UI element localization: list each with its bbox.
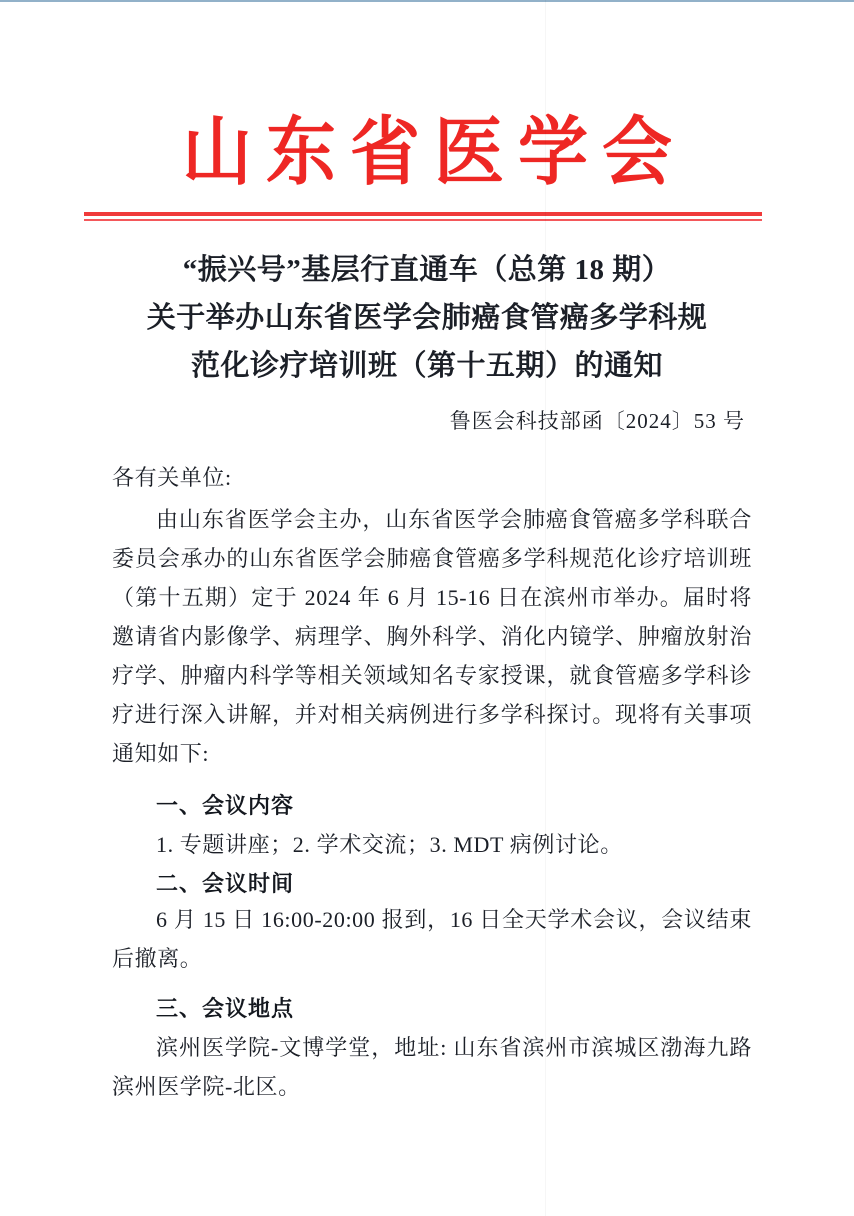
letterhead-divider — [84, 212, 762, 221]
document-number: 鲁医会科技部函〔2024〕53 号 — [449, 409, 745, 433]
document-title-line-2: 关于举办山东省医学会肺癌食管癌多学科规 — [146, 302, 708, 334]
organization-name: 山东省医学会 — [182, 113, 686, 195]
salutation: 各有关单位: — [112, 465, 232, 490]
document-title-line-3: 范化诊疗培训班（第十五期）的通知 — [190, 350, 663, 382]
document-title — [77, 246, 777, 390]
section-heading-meeting-venue: 三、会议地点 — [156, 996, 295, 1021]
section-body-meeting-venue: 滨州医学院-文博学堂，地址: 山东省滨州市滨城区渤海九路滨州医学院-北区。 — [112, 1035, 752, 1099]
section-heading-meeting-content: 一、会议内容 — [156, 793, 295, 818]
document-title-line-1: “振兴号”基层行直通车（总第 18 期） — [182, 254, 672, 286]
letterhead — [0, 112, 854, 195]
section-body-meeting-content: 1. 专题讲座；2. 学术交流；3. MDT 病例讨论。 — [156, 832, 623, 857]
section-heading-meeting-time: 二、会议时间 — [156, 871, 295, 896]
section-body-meeting-time: 6 月 15 日 16:00-20:00 报到，16 日全天学术会议，会议结束后撤离。 — [112, 907, 752, 971]
scan-seam — [545, 0, 546, 1216]
intro-paragraph: 由山东省医学会主办，山东省医学会肺癌食管癌多学科联合委员会承办的山东省医学会肺癌食管癌多学科规范化诊疗培训班（第十五期）定于 2024 年 6 月 15-16 日在滨州市举办。届时将邀请省内影像学、病理学、胸外科学、消化内镜学、肿瘤放射治疗学、肿瘤内科学等相关领域知名专家授课，就食管癌多学科诊疗进行深入讲解，并对相关病例进行多学科探讨。现将有关事项通知如下: — [112, 507, 752, 766]
letterhead-divider-thin — [84, 219, 762, 221]
